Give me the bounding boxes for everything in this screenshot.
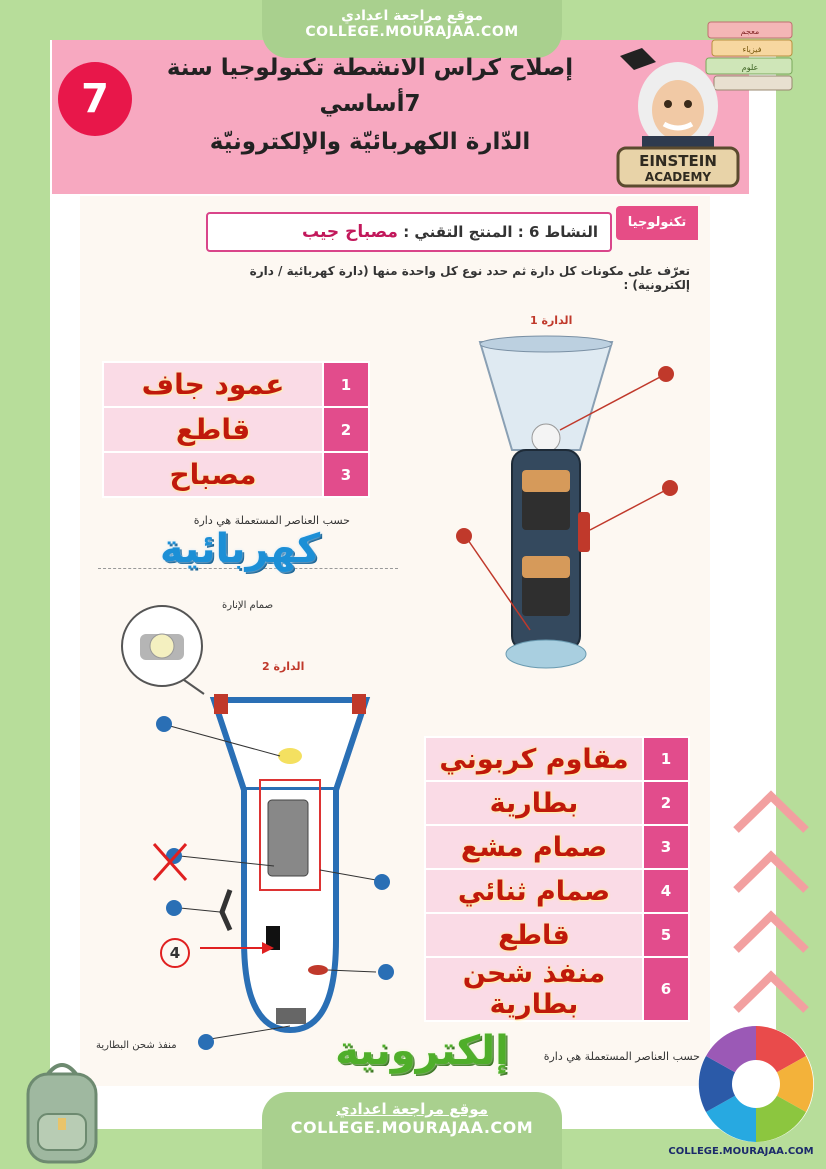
book-label-2: فيزياء [742, 45, 762, 54]
backpack-icon [14, 1054, 110, 1166]
chevron-decoration-icon [726, 790, 816, 1040]
table-row [425, 913, 689, 957]
table-row [103, 407, 369, 452]
table1-value: عمود جاف [103, 362, 323, 407]
table2-number: 4 [643, 869, 689, 913]
led-closeup-icon [114, 600, 210, 696]
table-row [425, 957, 689, 1021]
subjects-wheel-icon [694, 1022, 818, 1146]
circuit-1-label: الدارة 1 [530, 314, 573, 327]
table2-number: 6 [643, 957, 689, 1021]
table2-value: مقاوم كربوني [425, 737, 643, 781]
table1-value: مصباح [103, 452, 323, 497]
circuit-1-prompt: حسب العناصر المستعملة هي دارة [193, 514, 350, 527]
book-label-3: علوم [741, 63, 759, 72]
logo-url[interactable]: COLLEGE.MOURAJAA.COM [668, 1146, 814, 1157]
table-row [425, 825, 689, 869]
einstein-avatar-icon [612, 44, 744, 190]
badge-line-1: EINSTEIN [639, 152, 717, 170]
table2-value: صمام ثنائي [425, 869, 643, 913]
table-row [425, 869, 689, 913]
components-table-1 [102, 361, 370, 498]
activity-bar [206, 212, 612, 252]
table1-value: قاطع [103, 407, 323, 452]
marker-4: 4 [160, 938, 190, 968]
site-url-bottom[interactable]: COLLEGE.MOURAJAA.COM [290, 1118, 534, 1137]
green-border-left [0, 0, 50, 1169]
site-name-bottom: موقع مراجعة اعدادي [336, 1100, 488, 1118]
table-row [103, 362, 369, 407]
table1-number: 3 [323, 452, 369, 497]
table-row [103, 452, 369, 497]
table2-value: صمام مشع [425, 825, 643, 869]
subject-tab: تكنولوجيا [616, 206, 698, 240]
circuit-2-prompt: حسب العناصر المستعملة هي دارة [543, 1050, 700, 1063]
table2-number: 1 [643, 737, 689, 781]
title-line-2: 7أساسي [319, 91, 421, 117]
bottom-site-tab[interactable] [262, 1092, 562, 1169]
table-row [425, 781, 689, 825]
table-row [425, 737, 689, 781]
table2-value: منفذ شحن بطارية [425, 957, 643, 1021]
circuit-2-label: الدارة 2 [262, 660, 305, 673]
badge-line-2: ACADEMY [644, 170, 712, 184]
circuit-1-answer: كهربائية [159, 526, 321, 572]
table2-number: 3 [643, 825, 689, 869]
title-line-1: إصلاح كراس الانشطة تكنولوجيا سنة [166, 55, 574, 81]
book-label-1: معجم [740, 27, 760, 36]
table1-number: 1 [323, 362, 369, 407]
table2-value: قاطع [425, 913, 643, 957]
circuit-2-answer: إلكترونية [335, 1028, 509, 1074]
charge-port-label: منفذ شحن البطارية [96, 1040, 177, 1051]
instruction-text: تعرّف على مكونات كل دارة ثم حدد نوع كل واحدة منها (دارة كهربائية / دارة إلكترونية) : [249, 264, 690, 292]
site-name-top: موقع مراجعة اعدادي [341, 8, 483, 24]
site-url-top[interactable]: COLLEGE.MOURAJAA.COM [305, 24, 519, 40]
components-table-2 [424, 736, 690, 1022]
valve-label: صمام الإنارة [222, 600, 274, 611]
cross-mark-icon [150, 840, 190, 884]
flashlight-icon [440, 330, 690, 700]
page-title [150, 50, 590, 162]
table2-number: 5 [643, 913, 689, 957]
title-line-3: الدّارة الكهربائيّة والإلكترونيّة [209, 129, 531, 155]
table2-value: بطارية [425, 781, 643, 825]
activity-prefix: النشاط 6 : المنتج التقني : [403, 223, 598, 241]
grade-number-badge: 7 [58, 62, 132, 136]
activity-product: مصباح جيب [302, 222, 398, 242]
table2-number: 2 [643, 781, 689, 825]
table1-number: 2 [323, 407, 369, 452]
